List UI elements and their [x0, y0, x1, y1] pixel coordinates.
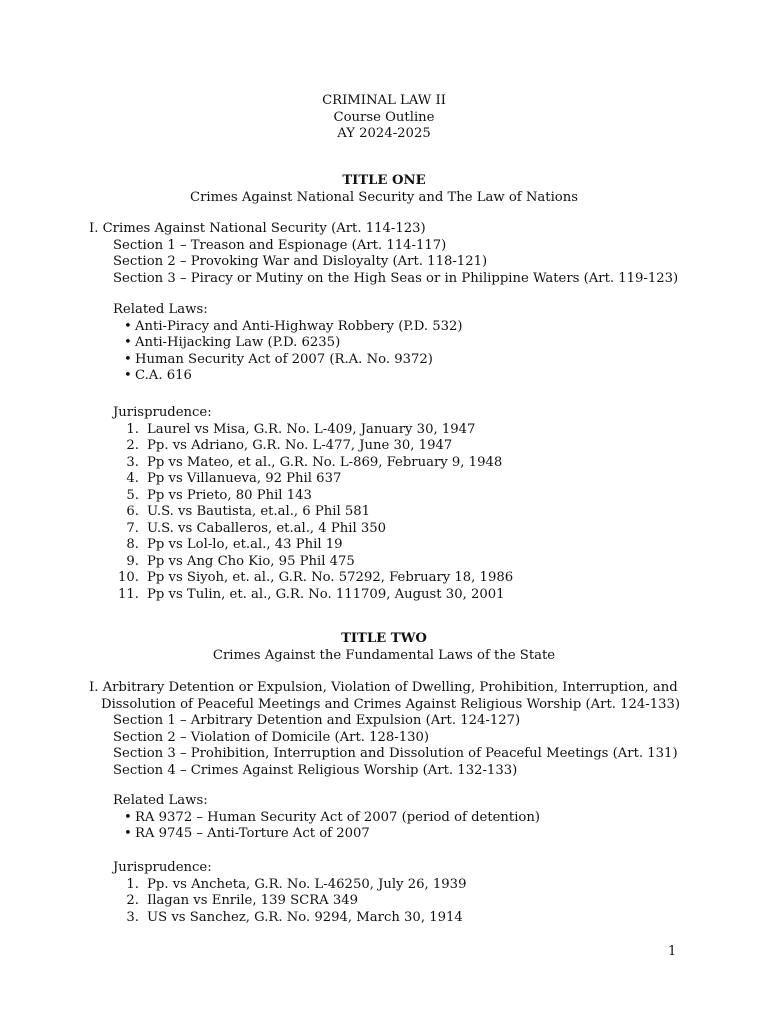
case-item	[113, 570, 513, 587]
case-item	[113, 504, 513, 521]
title-two-jurisprudence	[113, 860, 466, 926]
related-law-item: • Anti-Hijacking Law (P.D. 6235)	[113, 335, 463, 352]
case-item	[113, 877, 466, 894]
case-number: 1.	[126, 876, 139, 892]
title-two-part	[89, 680, 680, 779]
case-citation: Pp. vs Ancheta, G.R. No. L-46250, July 26, 1939	[147, 876, 467, 892]
section-item: Section 3 – Piracy or Mutiny on the High Seas or in Philippine Waters (Art. 119-123)	[113, 270, 679, 286]
title-two-header	[0, 631, 768, 664]
related-law-item: • RA 9372 – Human Security Act of 2007 (period of detention)	[113, 810, 540, 827]
case-number: 7.	[126, 520, 139, 536]
related-law-item: • RA 9745 – Anti-Torture Act of 2007	[113, 826, 540, 843]
case-number: 4.	[126, 471, 139, 486]
case-number: 2.	[126, 893, 139, 908]
section-item: Section 4 – Crimes Against Religious Worship (Art. 132-133)	[113, 762, 518, 778]
section-item: Section 2 – Provoking War and Disloyalty (Art. 118-121)	[113, 254, 488, 269]
course-title: CRIMINAL LAW II	[322, 93, 446, 108]
case-item	[113, 455, 513, 472]
case-citation: Pp vs Tulin, et. al., G.R. No. 111709, August 30, 2001	[147, 586, 505, 602]
case-item	[113, 893, 466, 910]
title-one-heading: TITLE ONE	[342, 173, 426, 188]
case-citation: U.S. vs Caballeros, et.al., 4 Phil 350	[147, 520, 387, 536]
related-law-item: • Anti-Piracy and Anti-Highway Robbery (P.D. 532)	[113, 319, 463, 336]
title-two-related-laws	[113, 793, 540, 843]
case-citation: Pp vs Prieto, 80 Phil 143	[147, 487, 312, 503]
case-item	[113, 910, 466, 927]
case-citation: Pp vs Mateo, et al., G.R. No. L-869, February 9, 1948	[147, 454, 503, 470]
title-two-heading: TITLE TWO	[341, 631, 427, 646]
title-one-subheading: Crimes Against National Security and The Law of Nations	[190, 189, 578, 205]
case-citation: Pp vs Siyoh, et. al., G.R. No. 57292, February 18, 1986	[147, 570, 514, 585]
course-subtitle: Course Outline	[333, 109, 435, 125]
case-number: 3.	[126, 909, 139, 925]
case-citation: US vs Sanchez, G.R. No. 9294, March 30, 1914	[147, 909, 463, 925]
case-number: 3.	[126, 454, 139, 470]
related-laws-label: Related Laws:	[113, 793, 208, 808]
part-heading: I. Crimes Against National Security (Art. 114-123)	[89, 221, 426, 236]
jurisprudence-label: Jurisprudence:	[113, 405, 212, 420]
case-item	[113, 471, 513, 488]
case-item	[113, 554, 513, 571]
part-heading: I. Arbitrary Detention or Expulsion, Violation of Dwelling, Prohibition, Interruption, and	[89, 680, 678, 695]
case-citation: Laurel vs Misa, G.R. No. L-409, January 30, 1947	[147, 421, 476, 437]
academic-year: AY 2024-2025	[337, 126, 431, 141]
case-item	[113, 422, 513, 439]
case-number: 6.	[126, 504, 139, 519]
case-number: 5.	[126, 487, 139, 503]
case-item	[113, 488, 513, 505]
title-one-part	[89, 221, 678, 287]
case-number: 1.	[126, 421, 139, 437]
related-law-item: • Human Security Act of 2007 (R.A. No. 9372)	[113, 352, 463, 369]
case-number: 2.	[126, 438, 139, 453]
jurisprudence-label: Jurisprudence:	[113, 860, 212, 875]
case-citation: Ilagan vs Enrile, 139 SCRA 349	[147, 893, 359, 908]
case-item	[113, 521, 513, 538]
case-item	[113, 587, 513, 604]
title-one-header	[0, 173, 768, 206]
case-item	[113, 537, 513, 554]
case-citation: Pp vs Villanueva, 92 Phil 637	[147, 471, 342, 486]
case-item	[113, 438, 513, 455]
case-number: 9.	[126, 553, 139, 569]
case-number: 11.	[118, 586, 139, 602]
case-citation: Pp vs Lol-lo, et.al., 43 Phil 19	[147, 537, 343, 552]
section-item: Section 3 – Prohibition, Interruption and Dissolution of Peaceful Meetings (Art. 131)	[113, 746, 678, 761]
title-one-related-laws	[113, 302, 463, 385]
page-number: 1	[668, 944, 677, 959]
case-citation: U.S. vs Bautista, et.al., 6 Phil 581	[147, 504, 371, 519]
case-citation: Pp vs Ang Cho Kio, 95 Phil 475	[147, 553, 355, 569]
related-laws-label: Related Laws:	[113, 302, 208, 317]
related-law-item: • C.A. 616	[113, 368, 463, 385]
case-number: 8.	[126, 537, 139, 552]
part-heading-continued: Dissolution of Peaceful Meetings and Crimes Against Religious Worship (Art. 124-133)	[101, 696, 681, 712]
case-number: 10.	[118, 570, 139, 585]
case-citation: Pp. vs Adriano, G.R. No. L-477, June 30, 1947	[147, 438, 453, 453]
title-one-jurisprudence	[113, 405, 513, 603]
title-two-subheading: Crimes Against the Fundamental Laws of the State	[212, 647, 556, 663]
section-item: Section 1 – Arbitrary Detention and Expulsion (Art. 124-127)	[113, 713, 521, 728]
section-item: Section 2 – Violation of Domicile (Art. 128-130)	[113, 729, 430, 745]
section-item: Section 1 – Treason and Espionage (Art. 114-117)	[113, 237, 447, 253]
document-header	[0, 93, 768, 143]
